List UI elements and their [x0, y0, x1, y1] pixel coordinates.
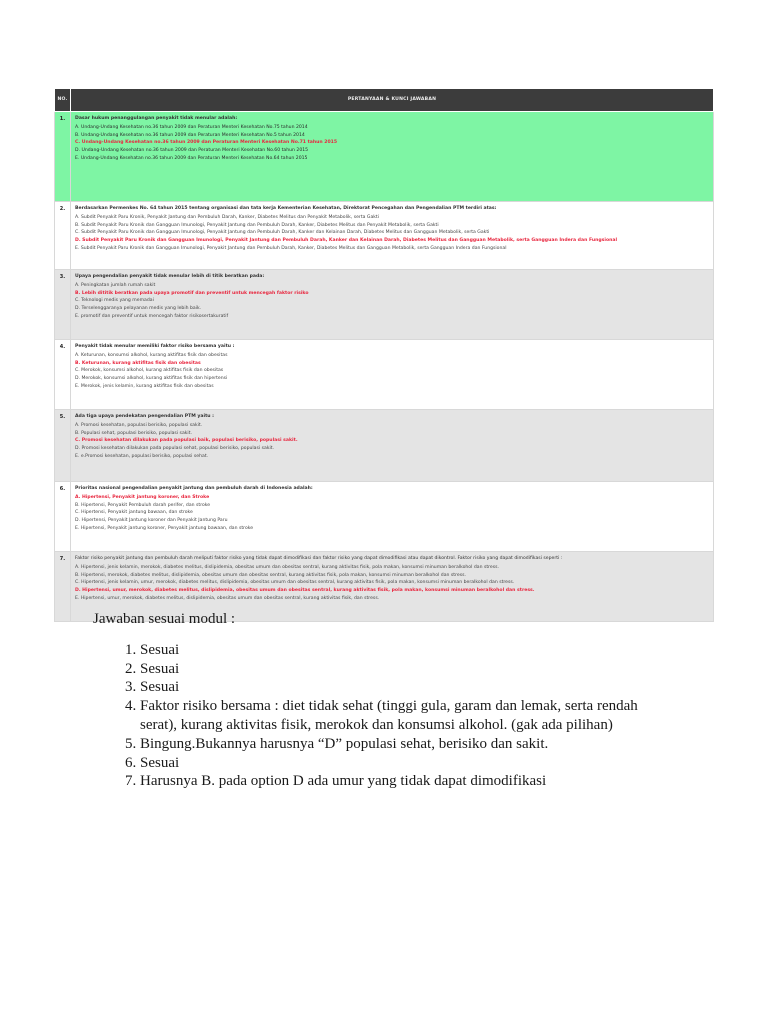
option-b: B. Undang-Undang Kesehatan no.36 tahun 2009 dan Peraturan Menteri Kesehatan No.5 tahun 2014 — [75, 132, 305, 138]
question-cell — [71, 340, 714, 410]
option-c: C. Hipertensi, Penyakit jantung bawaan, dan stroke — [75, 510, 193, 516]
question-cell — [71, 482, 714, 552]
answer-item: 6. Sesuai — [140, 754, 653, 773]
question-row — [55, 482, 714, 552]
option-d-correct: D. Hipertensi, umur, merokok, diabetes melitus, dislipidemia, obesitas umum dan obesitas sentral, kurang aktivitas fisik, pola makan, konsumsi minuman beralkohol dan stress. — [75, 588, 535, 594]
option-d: D. Terselenggaranya pelayanan medis yang lebih baik. — [75, 306, 202, 312]
question-text: Prioritas nasional pengendalian penyakit jantung dan pembuluh darah di Indonesia adalah: — [75, 486, 313, 491]
answer-section — [93, 610, 653, 791]
question-row — [55, 410, 714, 482]
option-a-correct: A. Hipertensi, Penyakit jantung koroner, dan Stroke — [75, 494, 210, 500]
option-c-correct: C. Undang-Undang Kesehatan no.36 tahun 2009 dan Peraturan Menteri Kesehatan No.71 tahun 2015 — [75, 140, 338, 146]
option-a: A. Subdit Penyakit Paru Kronik, Penyakit Jantung dan Pembuluh Darah, Kanker, Diabetes Melitus dan Penyakit Metabolik, serta Gakti — [75, 214, 380, 220]
answer-list — [93, 641, 653, 791]
option-e: E. Merokok, jenis kelamin, kurang aktifitas fisik dan obesitas — [75, 383, 214, 389]
option-e: E. Hipertensi, umur, merokok, diabetes melitus, dislipidemia, obesitas umum dan obesitas sentral, kurang aktivitas fisik, dan stress. — [75, 595, 380, 601]
option-c: C. Teknologi medis yang memadai — [75, 298, 154, 304]
question-cell — [71, 410, 714, 482]
answer-item: 1. Sesuai — [140, 641, 653, 660]
question-table — [54, 88, 714, 622]
question-number: 7. — [55, 552, 71, 622]
question-number: 1. — [55, 112, 71, 202]
option-e: E. promotif dan preventif untuk mencegah faktor risikosertakuratif — [75, 313, 229, 319]
question-cell — [71, 202, 714, 270]
question-text: Ada tiga upaya pendekatan pengendalian PTM yaitu : — [75, 414, 215, 419]
answer-item: 2. Sesuai — [140, 660, 653, 679]
option-a: A. Keturunan, konsumsi alkohol, kurang aktifitas fisik dan obesitas — [75, 352, 228, 358]
question-cell — [71, 112, 714, 202]
question-cell — [71, 270, 714, 340]
answer-item: 7. Harusnya B. pada option D ada umur yang tidak dapat dimodifikasi — [140, 772, 653, 791]
option-c: C. Merokok, konsumsi alkohol, kurang aktifitas fisik dan obesitas — [75, 368, 224, 374]
option-e: E. Hipertensi, Penyakit jantung koroner, Penyakit jantung bawaan, dan stroke — [75, 525, 254, 531]
question-number: 5. — [55, 410, 71, 482]
question-row — [55, 270, 714, 340]
header-question: PERTANYAAN & KUNCI JAWABAN — [71, 89, 714, 112]
option-d-correct: D. Subdit Penyakit Paru Kronik dan Gangguan Imunologi, Penyakit Jantung dan Pembuluh Darah, Kanker dan Kelainan Darah, Diabetes Melitus dan Gangguan Metabolik, serta Gangguan Indera dan Fungsional — [75, 238, 618, 244]
question-text: Berdasarkan Permenkes No. 64 tahun 2015 tentang organisasi dan tata kerja Kementerian Kesehatan, Direktorat Pencegahan dan Pengendalian PTM terdiri atas: — [75, 206, 497, 211]
option-a: A. Undang-Undang Kesehatan no.36 tahun 2009 dan Peraturan Menteri Kesehatan No.75 tahun 2014 — [75, 124, 308, 130]
question-text: Dasar hukum penanggulangan penyakit tidak menular adalah: — [75, 116, 238, 121]
question-text: Upaya pengendalian penyakit tidak menular lebih di titik beratkan pada: — [75, 274, 265, 279]
option-b: B. Subdit Penyakit Paru Kronik dan Gangguan Imunologi, Penyakit Jantung dan Pembuluh Darah, Kanker, Diabetes Melitus dan Penyakit Metabolik, serta Gakti — [75, 222, 439, 228]
option-c: C. Subdit Penyakit Paru Kronik dan Gangguan Imunologi, Penyakit Jantung dan Pembuluh Darah, Kanker dan Kelainan Darah, Diabetes Melitus dan Gangguan Metabolik, serta Gakti — [75, 230, 490, 236]
option-b: B. Populasi sehat, populasi berisiko, populasi sakit. — [75, 430, 192, 436]
question-number: 4. — [55, 340, 71, 410]
question-row — [55, 112, 714, 202]
option-a: A. Hipertensi, jenis kelamin, merokok, diabetes melitus, dislipidemia, obesitas umum dan obesitas sentral, kurang aktivitas fisik, pola makan, konsumsi minuman beralkohol dan stress. — [75, 564, 500, 570]
option-b: B. Hipertensi, merokok, diabetes melitus, dislipidemia, obesitas umum dan obesitas sentral, kurang aktivitas fisik, pola makan, konsumsi minuman beralkohol dan stress. — [75, 572, 466, 578]
option-a: A. Peningkatan jumlah rumah sakit — [75, 282, 156, 288]
option-b-correct: B. Lebih dititik beratkan pada upaya promotif dan preventif untuk mencegah faktor risiko — [75, 290, 309, 296]
option-d: D. Merokok, konsumsi alkohol, kurang aktifitas fisik dan hipertensi — [75, 376, 228, 382]
option-d: D. Promosi kesehatan dilakukan pada populasi sehat, populasi berisiko, populasi sakit. — [75, 446, 275, 452]
answer-item: 5. Bingung.Bukannya harusnya “D” populasi sehat, berisiko dan sakit. — [140, 735, 653, 754]
option-e: E. e.Promosi kesehatan, populasi berisiko, populasi sehat. — [75, 453, 209, 459]
option-d: D. Hipertensi, Penyakit Jantung koroner dan Penyakit Jantung Paru — [75, 518, 228, 524]
question-text: Faktor risiko penyakit jantung dan pembuluh darah meliputi faktor risiko yang tidak dapat dimodifikasi dan faktor risiko yang dapat dimodifikasi atau dapat dikontrol. Faktor risiko yang dapat dimodifikasi seperti : — [75, 556, 563, 561]
answer-item: 3. Sesuai — [140, 678, 653, 697]
option-e: E. Subdit Penyakit Paru Kronik dan Gangguan Imunologi, Penyakit Jantung dan Pembuluh Darah, Kanker, Diabetes Melitus dan Gangguan Metabolik, serta Gangguan Indera dan Fungsional — [75, 245, 507, 251]
option-d: D. Undang-Undang Kesehatan no.36 tahun 2009 dan Peraturan Menteri Kesehatan No.60 tahun 2015 — [75, 148, 309, 154]
header-no: NO. — [55, 89, 71, 112]
option-b: B. Hipertensi, Penyakit Pembuluh darah perifer, dan stroke — [75, 502, 211, 508]
table-header-row — [55, 89, 714, 112]
option-c: C. Hipertensi, jenis kelamin, umur, merokok, diabetes melitus, dislipidemia, obesitas umum dan obesitas sentral, kurang aktivitas fisik, pola makan, konsumsi minuman beralkohol dan stress. — [75, 580, 515, 586]
question-row — [55, 202, 714, 270]
answer-item: 4. Faktor risiko bersama : diet tidak sehat (tinggi gula, garam dan lemak, serta rendah serat), kurang aktivitas fisik, merokok dan konsumsi alkohol. (gak ada pilihan) — [140, 697, 653, 735]
option-c-correct: C. Promosi kesehatan dilakukan pada populasi baik, populasi berisiko, populasi sakit. — [75, 438, 298, 444]
option-a: A. Promosi kesehatan, populasi berisiko, populasi sakit. — [75, 422, 203, 428]
option-e: E. Undang-Undang Kesehatan no.36 tahun 2009 dan Peraturan Menteri Kesehatan No.64 tahun 2015 — [75, 155, 308, 161]
question-row — [55, 340, 714, 410]
question-number: 6. — [55, 482, 71, 552]
question-text: Penyakit tidak menular memiliki faktor risiko bersama yaitu : — [75, 344, 235, 349]
answer-intro: Jawaban sesuai modul : — [93, 611, 236, 627]
option-b-correct: B. Keturunan, kurang aktifitas fisik dan obesitas — [75, 360, 201, 366]
question-number: 3. — [55, 270, 71, 340]
question-number: 2. — [55, 202, 71, 270]
